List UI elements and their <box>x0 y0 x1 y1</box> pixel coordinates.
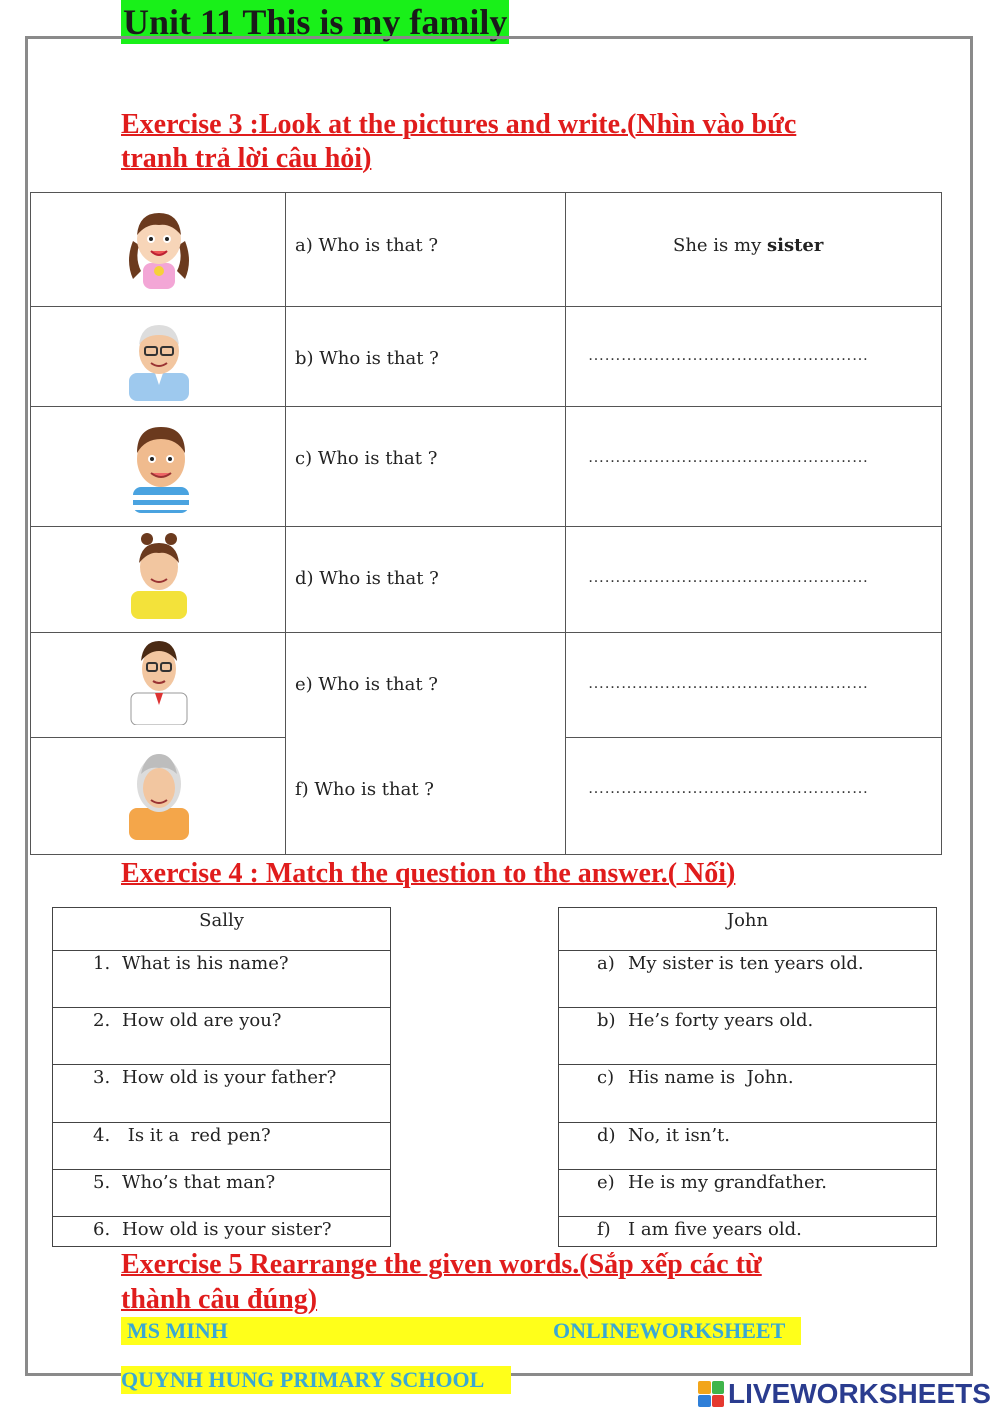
table-row <box>559 1007 936 1064</box>
question-cell <box>285 526 566 633</box>
question-number: 6. <box>93 1219 111 1240</box>
exercise3-table <box>30 192 942 855</box>
question-number: 5. <box>93 1172 111 1193</box>
table-row <box>559 1122 936 1169</box>
answer-blank[interactable]: …………………………………………… <box>588 780 869 797</box>
answer-text: He’s forty years old. <box>628 1010 814 1031</box>
unit-title: Unit 11 This is my family <box>123 2 508 42</box>
answer-cell <box>565 192 942 307</box>
question-text: Who’s that man? <box>122 1172 276 1193</box>
sally-header: Sally <box>199 910 244 931</box>
answer-cell[interactable] <box>565 406 942 527</box>
footer-author: MS MINH <box>127 1318 228 1343</box>
grandfather-icon <box>119 313 199 401</box>
question-text: e) Who is that ? <box>295 674 438 695</box>
question-text: How old is your sister? <box>122 1219 332 1240</box>
picture-cell <box>30 632 286 738</box>
answer-blank[interactable]: …………………………………………… <box>588 347 869 364</box>
liveworksheets-logo[interactable] <box>698 1376 991 1412</box>
footer-school-bar <box>121 1366 511 1394</box>
answer-text: No, it isn’t. <box>628 1125 731 1146</box>
table-row <box>53 1064 390 1122</box>
answer-blank[interactable]: …………………………………………… <box>588 569 869 586</box>
table-row <box>53 1122 390 1169</box>
question-cell <box>285 192 566 307</box>
question-number: 4. <box>93 1125 111 1146</box>
father-icon <box>123 637 195 725</box>
question-text: b) Who is that ? <box>295 348 439 369</box>
table-row <box>559 1064 936 1122</box>
answer-letter: d) <box>597 1125 616 1146</box>
question-number: 2. <box>93 1010 111 1031</box>
picture-cell <box>30 406 286 527</box>
answer-letter: e) <box>597 1172 615 1193</box>
answer-bold-word: sister <box>766 235 824 256</box>
picture-cell <box>30 737 286 855</box>
answer-cell[interactable] <box>565 737 942 855</box>
boy-icon <box>123 419 199 513</box>
question-text: How old is your father? <box>122 1067 337 1088</box>
answer-blank[interactable]: …………………………………………… <box>588 449 869 466</box>
question-cell <box>285 406 566 527</box>
mother-icon <box>123 531 195 619</box>
table-row <box>53 1169 390 1216</box>
answer-cell[interactable] <box>565 526 942 633</box>
exercise4-heading: Exercise 4 : Match the question to the answer.( Nối) <box>121 858 736 889</box>
question-number: 1. <box>93 953 111 974</box>
grandmother-icon <box>121 744 197 840</box>
picture-cell <box>30 526 286 633</box>
question-text: f) Who is that ? <box>295 779 434 800</box>
answer-letter: f) <box>597 1219 611 1240</box>
answer-cell[interactable] <box>565 306 942 407</box>
exercise3-heading-line1: Exercise 3 :Look at the pictures and write.(Nhìn vào bức <box>121 109 797 140</box>
exercise5-heading-line1: Exercise 5 Rearrange the given words.(Sắp xếp các từ <box>121 1249 762 1280</box>
liveworksheets-wordmark: LIVEWORKSHEETS <box>728 1378 991 1409</box>
question-cell <box>285 306 566 407</box>
table-row <box>53 1216 390 1247</box>
question-number: 3. <box>93 1067 111 1088</box>
answer-text: She is my sister <box>673 235 824 256</box>
john-answers-table <box>558 907 937 1247</box>
table-row <box>559 1216 936 1247</box>
answer-letter: a) <box>597 953 615 974</box>
sally-questions-table <box>52 907 391 1247</box>
table-row <box>559 1169 936 1216</box>
exercise5-heading-line2: thành câu đúng) <box>121 1284 318 1315</box>
picture-cell <box>30 192 286 307</box>
answer-text: I am five years old. <box>628 1219 802 1240</box>
table-row <box>559 950 936 1007</box>
footer-school: QUYNH HUNG PRIMARY SCHOOL <box>121 1367 485 1392</box>
answer-letter: b) <box>597 1010 616 1031</box>
exercise3-heading-line2: tranh trả lời câu hỏi) <box>121 143 372 174</box>
answer-text: He is my grandfather. <box>628 1172 827 1193</box>
john-header: John <box>726 910 769 931</box>
liveworksheets-icon <box>698 1381 724 1407</box>
question-text: What is his name? <box>122 953 289 974</box>
picture-cell <box>30 306 286 407</box>
footer-site: ONLINEWORKSHEET <box>553 1318 786 1343</box>
table-row <box>53 950 390 1007</box>
question-cell <box>285 632 566 855</box>
question-text: c) Who is that ? <box>295 448 438 469</box>
answer-text: His name is John. <box>628 1067 794 1088</box>
footer-author-bar <box>121 1317 801 1345</box>
table-row <box>53 1007 390 1064</box>
question-text: Is it a red pen? <box>122 1125 271 1146</box>
answer-letter: c) <box>597 1067 615 1088</box>
question-text: How old are you? <box>122 1010 282 1031</box>
answer-cell[interactable] <box>565 632 942 738</box>
question-text: a) Who is that ? <box>295 235 439 256</box>
answer-text: My sister is ten years old. <box>628 953 864 974</box>
girl-with-pigtails-icon <box>119 201 199 289</box>
question-text: d) Who is that ? <box>295 568 439 589</box>
answer-blank[interactable]: …………………………………………… <box>588 675 869 692</box>
